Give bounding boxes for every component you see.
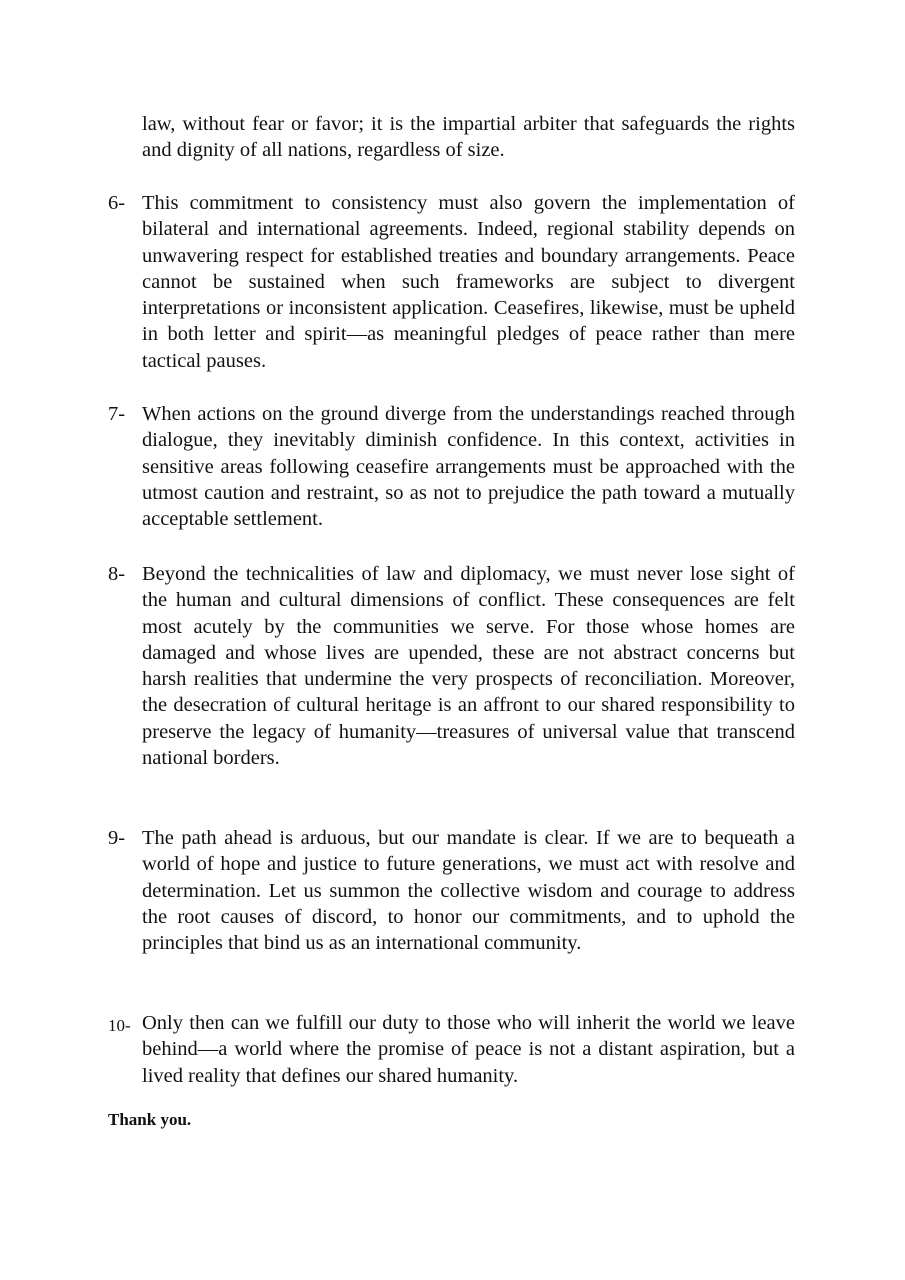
paragraph-8: Beyond the technicalities of law and diplomacy, we must never lose sight of the human and cultural dimensions of conflict. These consequences are felt most acutely by the communities we serve. For those whose homes are damaged and whose lives are upended, these are not abstract concerns but harsh realities that undermine the very prospects of reconciliation. Moreover, the desecration of cultural heritage is an affront to our shared responsibility to preserve the legacy of humanity—treasures of universal value that transcend national borders. (142, 563, 795, 770)
paragraph-number-8: 8- (108, 563, 126, 585)
closing-line: Thank you. (108, 1110, 192, 1129)
paragraph-number-9: 9- (108, 827, 126, 849)
paragraph-9: The path ahead is arduous, but our mandate is clear. If we are to bequeath a world of hope and justice to future generations, we must act with resolve and determination. Let us summon the collective wisdom and courage to address the root causes of discord, to honor our commitments, and to uphold the principles that bind us as an international community. (142, 827, 795, 955)
paragraph-10: Only then can we fulfill our duty to those who will inherit the world we leave behind—a world where the promise of peace is not a distant aspiration, but a lived reality that defines our shared humanity. (142, 1012, 795, 1087)
paragraph-7: When actions on the ground diverge from the understandings reached through dialogue, they inevitably diminish confidence. In this context, activities in sensitive areas following ceasefire arrangements must be approached with the utmost caution and restraint, so as not to prejudice the path toward a mutually acceptable settlement. (142, 403, 795, 531)
continuation-paragraph: law, without fear or favor; it is the impartial arbiter that safeguards the rights and dignity of all nations, regardless of size. (142, 113, 795, 162)
paragraph-6: This commitment to consistency must also govern the implementation of bilateral and international agreements. Indeed, regional stability depends on unwavering respect for established treaties and boundary arrangements. Peace cannot be sustained when such frameworks are subject to divergent interpretations or inconsistent application. Ceasefires, likewise, must be upheld in both letter and spirit—as meaningful pledges of peace rather than mere tactical pauses. (142, 192, 795, 372)
paragraph-number-10: 10- (108, 1016, 131, 1035)
paragraph-number-6: 6- (108, 192, 126, 214)
paragraph-number-7: 7- (108, 403, 126, 425)
